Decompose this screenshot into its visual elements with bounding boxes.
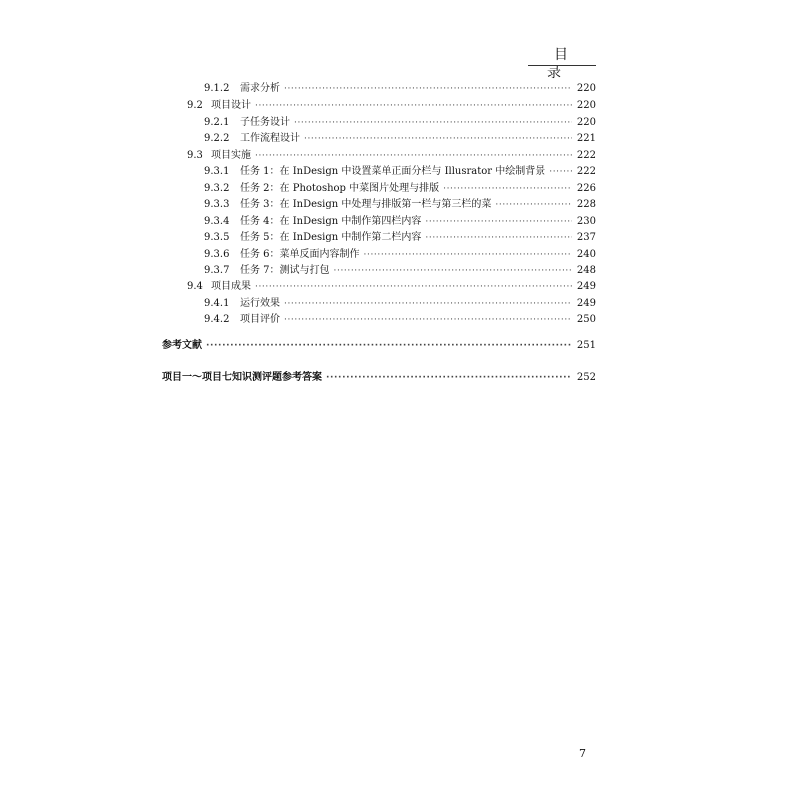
toc-entry-page: 248 [576, 265, 596, 276]
toc-entry-label: 项目成果 [211, 281, 251, 292]
toc-entry-answers[interactable] [162, 371, 596, 385]
toc-entry-number: 9.3 [187, 150, 203, 161]
toc-entry-page: 251 [576, 340, 596, 351]
toc-entry-label: 项目评价 [240, 314, 280, 325]
dot-leader [549, 165, 572, 179]
toc-entry-number: 9.3.3 [204, 199, 230, 210]
page-header-title: 目录 [547, 47, 584, 81]
dot-leader [255, 99, 572, 113]
toc-entry-page: 228 [576, 199, 596, 210]
dot-leader [255, 149, 572, 163]
toc-entry[interactable] [204, 264, 596, 278]
toc-entry-page: 222 [576, 150, 596, 161]
toc-entry-references[interactable] [162, 339, 596, 353]
toc-entry[interactable] [187, 99, 596, 113]
toc-entry-page: 230 [576, 216, 596, 227]
toc-entry-page: 222 [576, 166, 596, 177]
toc-entry[interactable] [204, 248, 596, 262]
toc-entry-label: 任务 5：在 InDesign 中制作第二栏内容 [240, 232, 422, 243]
toc-entry-label: 任务 6：菜单反面内容制作 [240, 249, 360, 260]
toc-entry-page: 220 [576, 117, 596, 128]
toc-entry-page: 249 [576, 281, 596, 292]
toc-entry-number: 9.2 [187, 100, 203, 111]
toc-entry-label: 参考文献 [162, 340, 202, 351]
toc-entry[interactable] [204, 165, 596, 179]
dot-leader [495, 198, 572, 212]
toc-entry-page: 221 [576, 133, 596, 144]
toc-entry-number: 9.3.7 [204, 265, 230, 276]
toc-entry-label: 任务 2：在 Photoshop 中菜图片处理与排版 [240, 183, 440, 194]
dot-leader [284, 82, 572, 96]
toc-entry-label: 项目设计 [211, 100, 251, 111]
toc-entry-label: 项目一～项目七知识测评题参考答案 [162, 372, 322, 383]
toc-entry-number: 9.3.2 [204, 183, 230, 194]
dot-leader [326, 371, 572, 385]
page-number: 7 [579, 747, 586, 760]
toc-entry-page: 240 [576, 249, 596, 260]
toc-entry-label: 需求分析 [240, 83, 280, 94]
toc-entry-label: 项目实施 [211, 150, 251, 161]
toc-entry-number: 9.4 [187, 281, 203, 292]
toc-entry[interactable] [204, 215, 596, 229]
dot-leader [284, 297, 572, 311]
dot-leader [364, 248, 572, 262]
dot-leader [443, 182, 572, 196]
dot-leader [425, 215, 572, 229]
toc-entry-label: 子任务设计 [240, 117, 290, 128]
toc-entry-number: 9.3.4 [204, 216, 230, 227]
toc-entry[interactable] [187, 280, 596, 294]
toc-entry-page: 252 [576, 372, 596, 383]
toc-entry-page: 226 [576, 183, 596, 194]
dot-leader [304, 132, 572, 146]
dot-leader [425, 231, 572, 245]
toc-entry[interactable] [204, 198, 596, 212]
toc-entry-label: 任务 1：在 InDesign 中设置菜单正面分栏与 Illusrator 中绘制背景 [240, 166, 546, 177]
toc-entry-page: 237 [576, 232, 596, 243]
toc-entry-number: 9.2.1 [204, 117, 230, 128]
toc-entry-page: 249 [576, 298, 596, 309]
toc-entry[interactable] [204, 132, 596, 146]
dot-leader [294, 116, 572, 130]
toc-entry-number: 9.3.1 [204, 166, 230, 177]
toc-entry-number: 9.4.2 [204, 314, 230, 325]
toc-entry-label: 工作流程设计 [240, 133, 300, 144]
toc-entry-label: 任务 4：在 InDesign 中制作第四栏内容 [240, 216, 422, 227]
dot-leader [255, 280, 572, 294]
toc-entry-number: 9.3.5 [204, 232, 230, 243]
toc-entry-page: 250 [576, 314, 596, 325]
toc-entry[interactable] [204, 313, 596, 327]
toc-entry[interactable] [204, 182, 596, 196]
toc-entry-label: 运行效果 [240, 298, 280, 309]
toc-entry[interactable] [204, 231, 596, 245]
dot-leader [334, 264, 572, 278]
toc-entry-page: 220 [576, 83, 596, 94]
dot-leader [284, 313, 572, 327]
toc-entry-number: 9.4.1 [204, 298, 230, 309]
toc-entry-label: 任务 3：在 InDesign 中处理与排版第一栏与第三栏的菜 [240, 199, 492, 210]
toc-entry[interactable] [204, 116, 596, 130]
toc-entry[interactable] [204, 82, 596, 96]
toc-entry-number: 9.1.2 [204, 83, 230, 94]
toc-entry-number: 9.2.2 [204, 133, 230, 144]
toc-entry-page: 220 [576, 100, 596, 111]
toc-entry[interactable] [204, 297, 596, 311]
toc-entry-label: 任务 7：测试与打包 [240, 265, 330, 276]
toc-entry-number: 9.3.6 [204, 249, 230, 260]
dot-leader [206, 339, 572, 353]
toc-entry[interactable] [187, 149, 596, 163]
